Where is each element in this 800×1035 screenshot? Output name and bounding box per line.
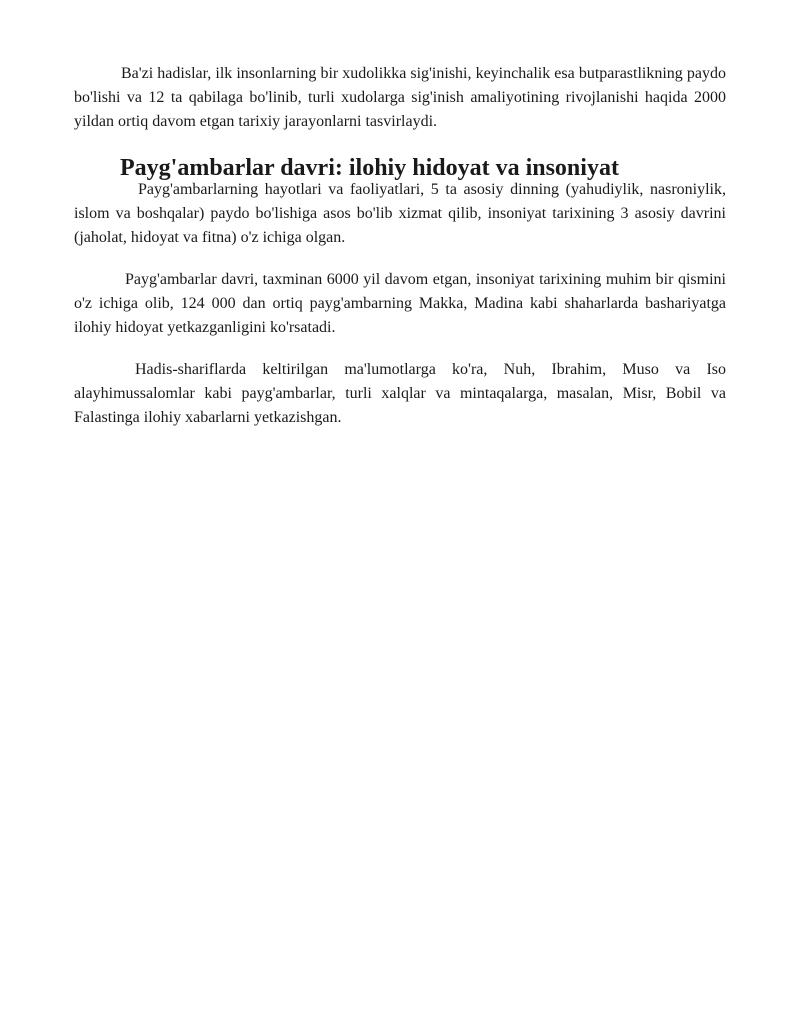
document-body (74, 62, 726, 430)
section-heading: Payg'ambarlar davri: ilohiy hidoyat va insoniyat (120, 155, 619, 181)
paragraph-hadith-prophets: Hadis-shariflarda keltirilgan ma'lumotlarga ko'ra, Nuh, Ibrahim, Muso va Iso alayhimussalomlar kabi payg'ambarlar, turli xalqlar va mintaqalarga, masalan, Misr, Bobil va Falastinga ilohiy xabarlarni yetkazishgan. (74, 361, 726, 426)
paragraph-prophets-religions: Payg'ambarlarning hayotlari va faoliyatlari, 5 ta asosiy dinning (yahudiylik, nasroniylik, islom va boshqalar) paydo bo'lishiga asos bo'lib xizmat qilib, insoniyat tarixining 3 asosiy davrini (jaholat, hidoyat va fitna) o'z ichiga olgan. (74, 181, 726, 246)
paragraph-hadith-history: Ba'zi hadislar, ilk insonlarning bir xudolikka sig'inishi, keyinchalik esa butparastlikning paydo bo'lishi va 12 ta qabilaga bo'linib, turli xudolarga sig'inish amaliyotining rivojlanishi haqida 2000 yildan ortiq davom etgan tarixiy jarayonlarni tasvirlaydi. (74, 65, 726, 130)
paragraph-prophets-era: Payg'ambarlar davri, taxminan 6000 yil davom etgan, insoniyat tarixining muhim bir qismini o'z ichiga olib, 124 000 dan ortiq payg'ambarning Makka, Madina kabi shaharlarda bashariyatga ilohiy hidoyat yetkazganligini ko'rsatadi. (74, 271, 726, 336)
